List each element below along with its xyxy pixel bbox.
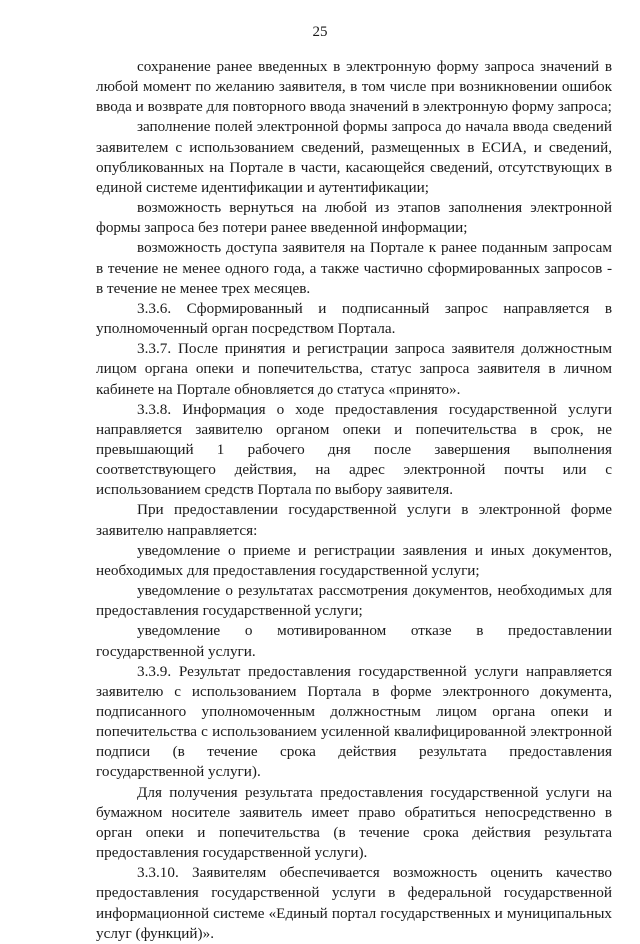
paragraph-3-3-8: 3.3.8. Информация о ходе предоставления государственной услуги направляется заявителю органом опеки и попечительства в срок, не превышающий 1 рабочего дня после завершения выполнения соответствующего действия, на адрес электронной почты или с использованием средств Портала по выбору заявителя. (96, 400, 612, 499)
paragraph-3-3-9: 3.3.9. Результат предоставления государственной услуги направляется заявителю с использованием Портала в форме электронного документа, подписанного уполномоченным должностным лицом органа опеки и попечительства с использованием усиленной квалифицированной электронной подписи (в течение срока действия результата предоставления государственной услуги). (96, 662, 612, 781)
paragraph-notification-receipt: уведомление о приеме и регистрации заявления и иных документов, необходимых для предоставления государственной услуги; (96, 541, 612, 579)
paragraph-3-3-6: 3.3.6. Сформированный и подписанный запрос направляется в уполномоченный орган посредством Портала. (96, 299, 612, 338)
paragraph-return-to-step: возможность вернуться на любой из этапов заполнения электронной формы запроса без потери ранее введенной информации; (96, 199, 612, 237)
paragraph-3-3-10: 3.3.10. Заявителям обеспечивается возможность оценить качество предоставления государственной услуги в федеральной государственной информационной системе «Единый портал государственных и муниципальных услуг (функций)». (96, 864, 612, 942)
document-body (96, 57, 612, 944)
paragraph-form-prefill: заполнение полей электронной формы запроса до начала ввода сведений заявителем с использованием сведений, размещенных в ЕСИА, и сведений, опубликованных на Портале в части, касающейся сведений, отсутствующих в единой системе идентификации и аутентификации; (96, 118, 612, 196)
paragraph-form-values-saving: сохранение ранее введенных в электронную форму запроса значений в любой момент по желанию заявителя, в том числе при возникновении ошибок ввода и возврате для повторного ввода значений в электронную форму запроса; (96, 58, 612, 116)
paragraph-3-3-7: 3.3.7. После принятия и регистрации запроса заявителя должностным лицом органа опеки и попечительства, статус запроса заявителя в личном кабинете на Портале обновляется до статуса «принято». (96, 340, 612, 398)
paragraph-notification-refusal: уведомление о мотивированном отказе в предоставлении государственной услуги. (96, 622, 612, 660)
paragraph-paper-result: Для получения результата предоставления государственной услуги на бумажном носителе заявитель имеет право обратиться непосредственно в орган опеки и попечительства (в течение срока действия результата предоставления государственной услуги). (96, 783, 612, 862)
paragraph-notification-review: уведомление о результатах рассмотрения документов, необходимых для предоставления государственной услуги; (96, 582, 612, 620)
paragraph-notifications-intro: При предоставлении государственной услуги в электронной форме заявителю направляется: (96, 501, 612, 539)
paragraph-access-to-requests: возможность доступа заявителя на Портале к ранее поданным запросам в течение не менее одного года, а также частично сформированных запросов - в течение не менее трех месяцев. (96, 239, 612, 297)
page-number: 25 (312, 24, 328, 40)
